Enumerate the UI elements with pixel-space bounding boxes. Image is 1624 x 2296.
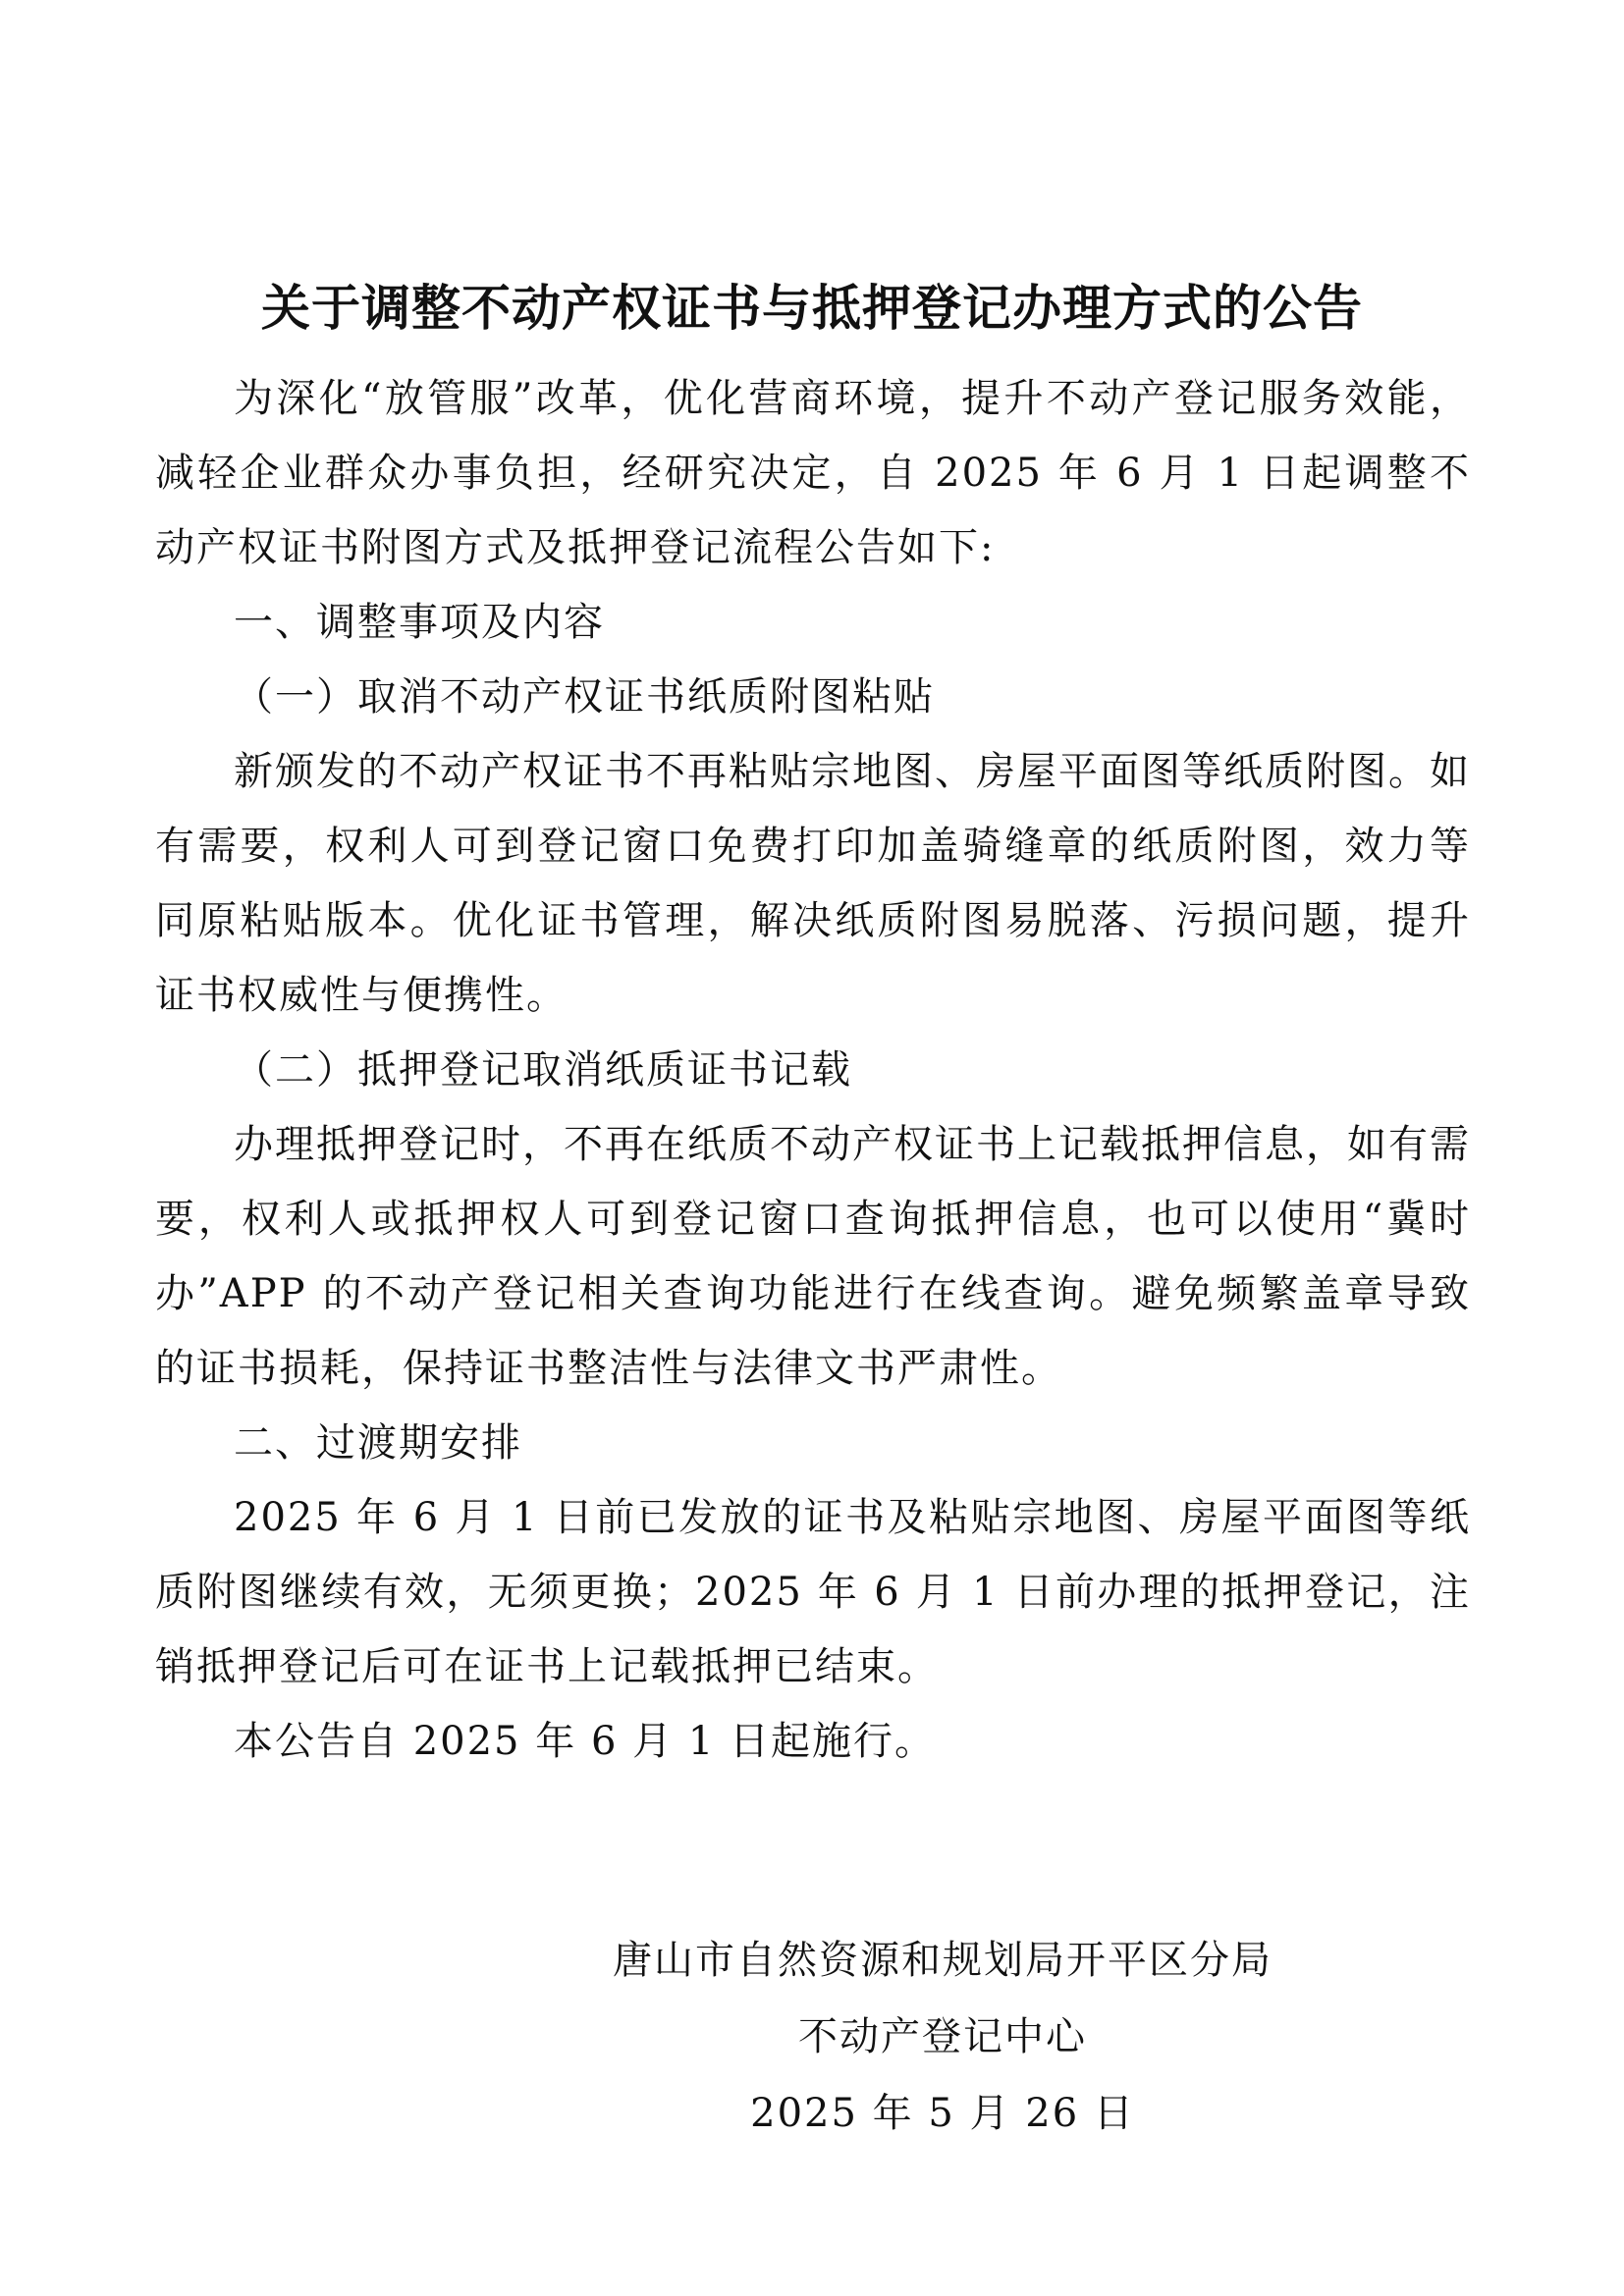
signature-organization: 唐山市自然资源和规划局开平区分局 xyxy=(613,1938,1272,1983)
paragraph-effective-date: 本公告自 2025 年 6 月 1 日起施行。 xyxy=(234,1719,936,1764)
section-heading-adjustments: 一、调整事项及内容 xyxy=(234,600,605,645)
document-title: 关于调整不动产权证书与抵押登记办理方式的公告 xyxy=(261,278,1363,337)
signature-department: 不动产登记中心 xyxy=(798,2014,1087,2059)
subsection-heading-attachments: （一）取消不动产权证书纸质附图粘贴 xyxy=(234,674,935,720)
paragraph-attachments: 新颁发的不动产权证书不再粘贴宗地图、房屋平面图等纸质附图。如有需要，权利人可到登记窗口免费打印加盖骑缝章的纸质附图，效力等同原粘贴版本。优化证书管理，解决纸质附图易脱落、污损问题，提升证书权威性与便携性。 xyxy=(155,749,1471,1018)
document-body xyxy=(155,361,1471,1779)
signature-date: 2025 年 5 月 26 日 xyxy=(750,2091,1135,2136)
paragraph-mortgage: 办理抵押登记时，不再在纸质不动产权证书上记载抵押信息，如有需要，权利人或抵押权人可到登记窗口查询抵押信息，也可以使用“冀时办”APP 的不动产登记相关查询功能进行在线查询。避免频繁盖章导致的证书损耗，保持证书整洁性与法律文书严肃性。 xyxy=(155,1122,1471,1391)
signature-block xyxy=(569,1922,1316,2152)
paragraph-transition: 2025 年 6 月 1 日前已发放的证书及粘贴宗地图、房屋平面图等纸质附图继续有效，无须更换；2025 年 6 月 1 日前办理的抵押登记，注销抵押登记后可在证书上记载抵押已结束。 xyxy=(155,1495,1471,1689)
section-heading-transition: 二、过渡期安排 xyxy=(234,1420,522,1466)
subsection-heading-mortgage: （二）抵押登记取消纸质证书记载 xyxy=(234,1047,852,1093)
paragraph-intro: 为深化“放管服”改革，优化营商环境，提升不动产登记服务效能，减轻企业群众办事负担，经研究决定，自 2025 年 6 月 1 日起调整不动产权证书附图方式及抵押登记流程公告如下: xyxy=(155,376,1471,570)
